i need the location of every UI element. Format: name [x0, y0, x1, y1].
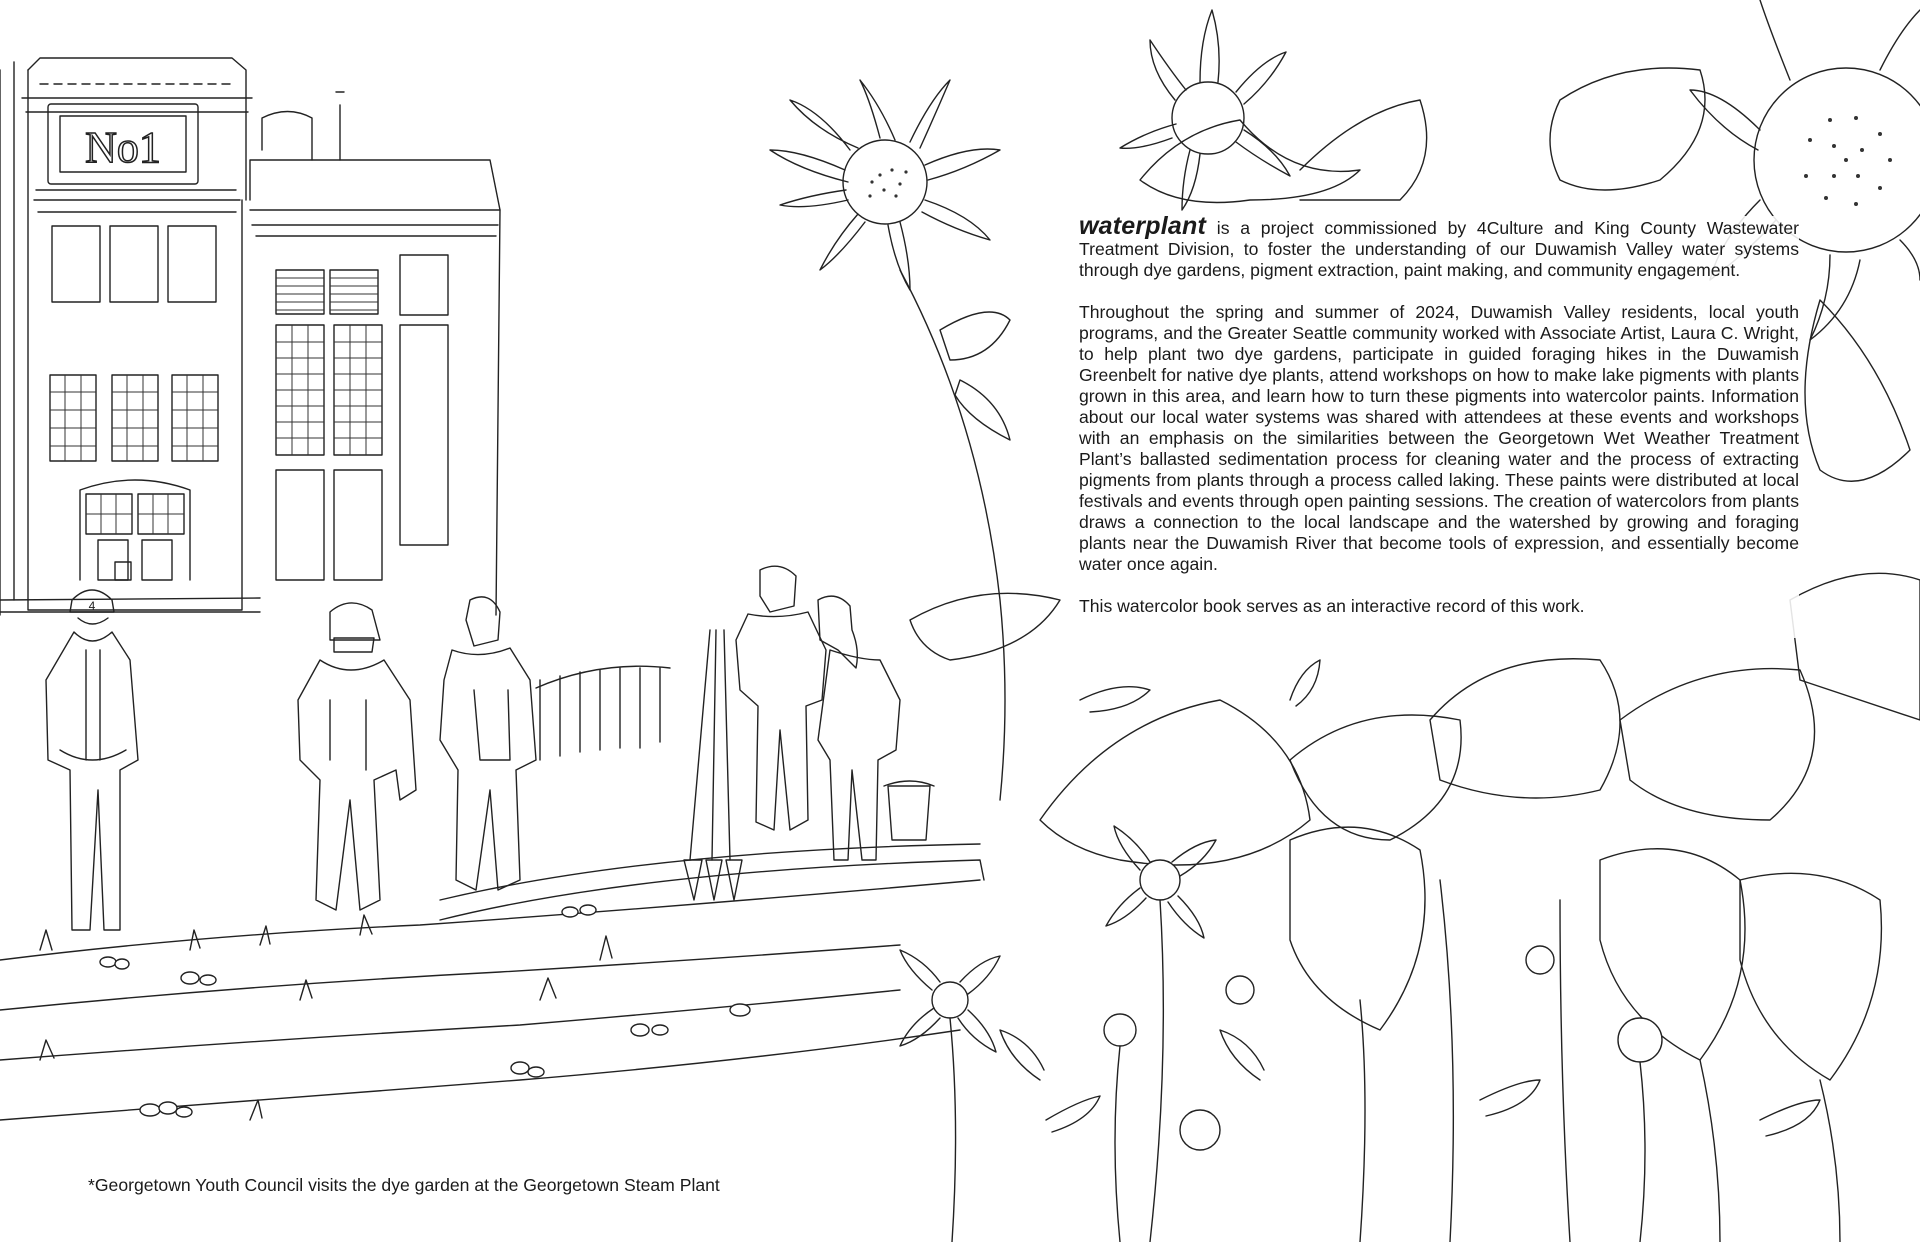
garden-foliage-right [900, 573, 1920, 1242]
person-leaning [818, 596, 900, 860]
sunflower-left [770, 80, 1060, 800]
person-with-shovels [684, 566, 826, 900]
person-with-cap [46, 590, 138, 930]
youth-figures [46, 566, 934, 930]
leaf-sprigs [1000, 660, 1820, 1136]
cosmos-flowers [900, 826, 1662, 1242]
project-description [1079, 212, 1799, 638]
body-paragraph: Throughout the spring and summer of 2024, Duwamish Valley residents, local youth programs, and the Greater Seattle community worked with Associate Artist, Laura C. Wright, to help plant two dye gardens, participate in guided foraging hikes in the Duwamish Greenbelt for native dye plants, attend workshops on how to make lake pigments with plants grown in this area, and learn how to turn these pigments into watercolor paints. Information about our local water systems was shared with attendees at these events and workshops with an emphasis on the similarities between the Georgetown Wet Weather Treatment Plant’s ballasted sedimentation process for cleaning water and the process of extracting pigments from plants through a process called laking. These paints were distributed at local festivals and events through open painting sessions. The creation of watercolors from plants draws a connection to the local landscape and the watershed by growing and foraging plants near the Duwamish River that become tools of expression, and essentially become water once again. [1079, 302, 1799, 574]
intro-text: is a project commissioned by 4Culture and King County Wastewater Treatment Division, to foster the understanding of our Duwamish Valley water systems through dye gardens, pigment extraction, paint making, and community engagement. [1079, 218, 1799, 280]
sunflower-top-center [1120, 10, 1427, 210]
person-with-apron [440, 597, 536, 890]
garden-beds [0, 844, 984, 1120]
project-name: waterplant [1079, 212, 1207, 240]
photo-caption: *Georgetown Youth Council visits the dye garden at the Georgetown Steam Plant [84, 1175, 724, 1196]
intro-paragraph [1079, 212, 1799, 281]
cap-badge-text: 4 [88, 599, 96, 613]
building-sign-text: No1 [85, 123, 161, 172]
bucket [884, 781, 934, 840]
person-with-goggles [298, 603, 416, 910]
closing-paragraph: This watercolor book serves as an interactive record of this work. [1079, 596, 1585, 616]
